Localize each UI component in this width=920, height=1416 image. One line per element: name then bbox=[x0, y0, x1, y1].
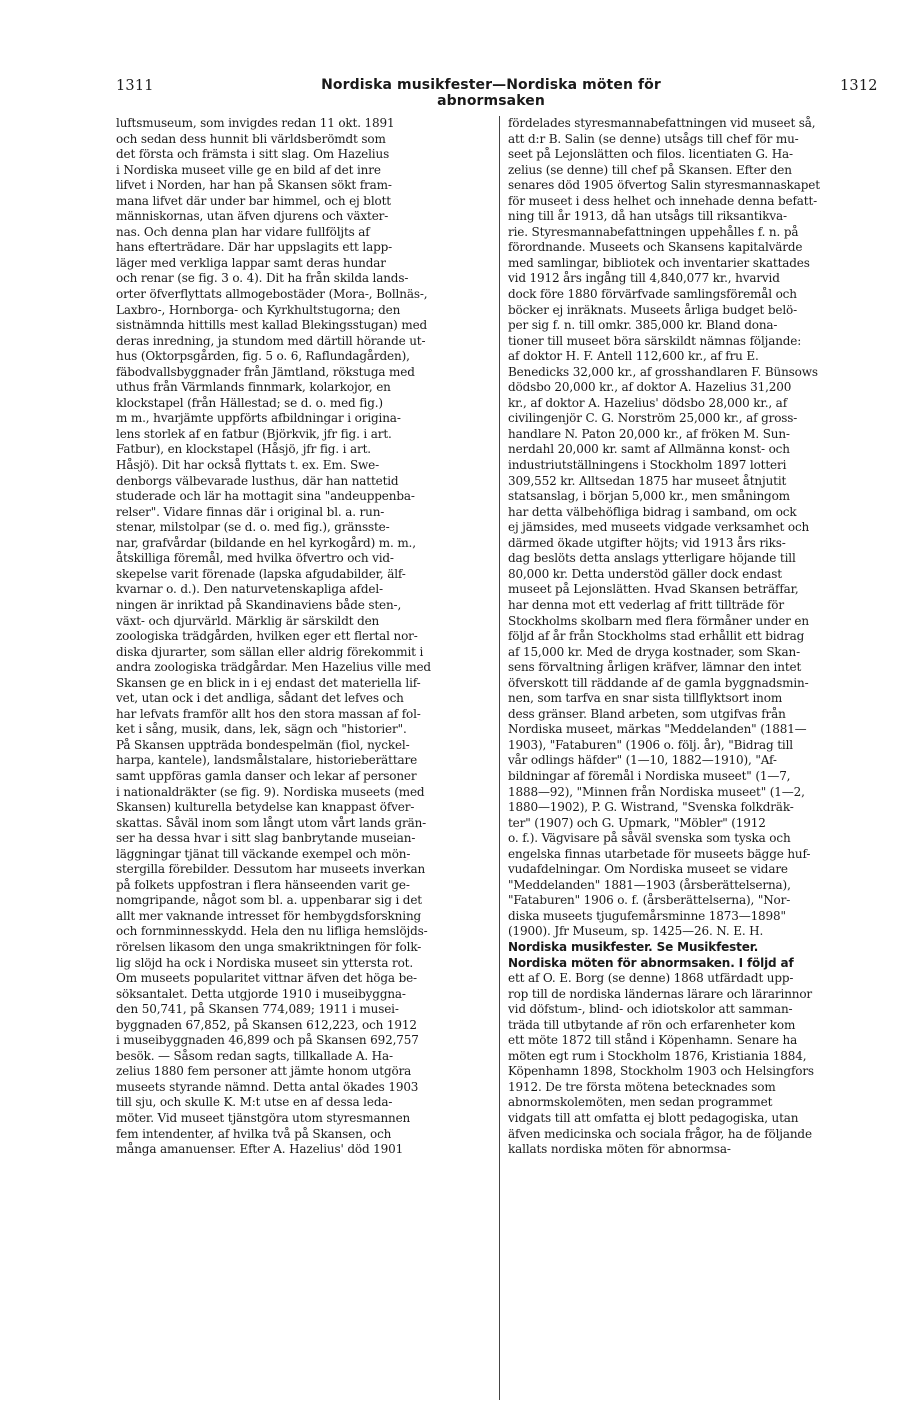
left-column-line: vet, utan ock i det andliga, sådant det lefves och bbox=[116, 691, 404, 706]
left-column-line: byggnaden 67,852, på Skansen 612,223, och 1912 bbox=[116, 1017, 417, 1032]
right-column-line: ning till år 1913, då han utsågs till riksantikva- bbox=[508, 209, 787, 224]
left-column-line: åtskilliga föremål, med hvilka öfvertro och vid- bbox=[116, 551, 394, 566]
left-column-line: zoologiska trädgården, hvilken eger ett flertal nor- bbox=[116, 629, 418, 644]
right-page-number: 1312 bbox=[840, 78, 878, 94]
right-column-line: nerdahl 20,000 kr. samt af Allmänna konst- och bbox=[508, 442, 790, 457]
right-column-line: ter" (1907) och G. Upmark, "Möbler" (1912 bbox=[508, 815, 766, 830]
right-column-line: per sig f. n. till omkr. 385,000 kr. Bland dona- bbox=[508, 318, 778, 333]
left-column-line: Skansen ge en blick in i ej endast det materiella lif- bbox=[116, 675, 421, 690]
left-column-line: fäbodvallsbyggnader från Jämtland, rökstuga med bbox=[116, 364, 415, 379]
left-column-line: möter. Vid museet tjänstgöra utom styresmannen bbox=[116, 1111, 411, 1125]
right-column-line: kr., af doktor A. Hazelius' dödsbo 28,000 kr., af bbox=[508, 395, 787, 410]
right-column-line: rie. Styresmannabefattningen uppehålles f. n. på bbox=[508, 224, 799, 239]
left-column-line: Laxbro-, Hornborga- och Kyrkhultstugorna; den bbox=[116, 302, 401, 317]
right-column-line: "Meddelanden" 1881—1903 (årsberättelserna), bbox=[508, 877, 791, 892]
right-column-line: fördelades styresmannabefattningen vid museet så, bbox=[508, 116, 816, 130]
left-column-line: hans efterträdare. Där har uppslagits ett lapp- bbox=[116, 240, 393, 255]
left-column-line: hus (Oktorpsgården, fig. 5 o. 6, Raflundagården), bbox=[116, 349, 410, 364]
right-column-line: 1888—92), "Minnen från Nordiska museet" (1—2, bbox=[508, 784, 805, 799]
left-column-line: Fatbur), en klockstapel (Håsjö, jfr fig. i art. bbox=[116, 442, 371, 457]
left-column-line: fem intendenter, af hvilka två på Skansen, och bbox=[116, 1126, 392, 1141]
right-column-line: af 15,000 kr. Med de dryga kostnader, som Skan- bbox=[508, 644, 801, 659]
left-column-line: lifvet i Norden, har han på Skansen sökt fram- bbox=[116, 178, 392, 193]
left-column-line: stenar, milstolpar (se d. o. med fig.), gränsste- bbox=[116, 520, 390, 535]
right-column-line: dess gränser. Bland arbeten, som utgifvas från bbox=[508, 706, 786, 721]
right-column-line: seet på Lejonslätten och filos. licentiaten G. Ha- bbox=[508, 147, 793, 162]
right-column-line: följd af år från Stockholms stad erhållit ett bidrag bbox=[508, 629, 805, 644]
right-column-line: 1903), "Fataburen" (1906 o. följ. år), "Bidrag till bbox=[508, 737, 793, 752]
right-column-line: Stockholms skolbarn med flera förmåner under en bbox=[508, 613, 809, 628]
right-column-line: "Fataburen" 1906 o. f. (årsberättelserna), "Nor- bbox=[508, 893, 791, 908]
left-column-line: läggningar tjänat till väckande exempel och mön- bbox=[116, 846, 411, 861]
left-column-line: Om museets popularitet vittnar äfven det höga be- bbox=[116, 971, 417, 986]
right-column-line: industriutställningens i Stockholm 1897 lotteri bbox=[508, 458, 787, 473]
left-column-line: kvarnar o. d.). Den naturvetenskapliga afdel- bbox=[116, 582, 383, 597]
left-column-line: andra zoologiska trädgårdar. Men Hazelius ville med bbox=[116, 660, 431, 675]
right-column-line: ej jämsides, med museets vidgade verksamhet och bbox=[508, 520, 810, 535]
right-column-line: Nordiska musikfester. Se Musikfester. bbox=[508, 939, 759, 954]
left-column-line: diska djurarter, som sällan eller aldrig förekommit i bbox=[116, 644, 424, 659]
left-column-line: den 50,741, på Skansen 774,089; 1911 i musei- bbox=[116, 1002, 399, 1017]
column-divider bbox=[499, 116, 500, 1400]
left-column-line: samt uppföras gamla danser och lekar af personer bbox=[116, 768, 417, 783]
left-column-line: skepelse varit förenade (lapska afgudabilder, älf- bbox=[116, 566, 406, 581]
right-column-line: bildningar af föremål i Nordiska museet" (1—7, bbox=[508, 768, 791, 783]
right-column-line: handlare N. Paton 20,000 kr., af fröken M. Sun- bbox=[508, 426, 790, 441]
left-column-line: söksantalet. Detta utgjorde 1910 i museibyggna- bbox=[116, 986, 406, 1001]
right-column-line: har detta välbehöfliga bidrag i samband, om ock bbox=[508, 504, 797, 519]
right-column-line: Köpenhamn 1898, Stockholm 1903 och Helsingfors bbox=[508, 1064, 814, 1079]
left-column-line: till sju, och skulle K. M:t utse en af dessa leda- bbox=[116, 1095, 393, 1110]
right-column-line: 1880—1902), P. G. Wistrand, "Svenska folkdräk- bbox=[508, 800, 794, 815]
right-column-line: Nordiska möten för abnormsaken. I följd af bbox=[508, 955, 794, 970]
left-column-line: harpa, kantele), landsmålstalare, historieberättare bbox=[116, 753, 418, 768]
left-column-line: ningen är inriktad på Skandinaviens både sten-, bbox=[116, 597, 402, 612]
left-column-line: har lefvats framför allt hos den stora massan af fol- bbox=[116, 706, 421, 721]
right-column-line: vidgats till att omfatta ej blott pedagogiska, utan bbox=[508, 1111, 799, 1125]
right-column-line: sens förvaltning årligen kräfver, lämnar den intet bbox=[508, 660, 802, 675]
right-column-line: 80,000 kr. Detta understöd gäller dock endast bbox=[508, 566, 782, 581]
left-column-line: nomgripande, något som bl. a. uppenbarar sig i det bbox=[116, 893, 422, 908]
left-column-line: allt mer vaknande intresset för hembygdsforskning bbox=[116, 908, 422, 923]
left-column-line: nar, grafvårdar (bildande en hel kyrkogård) m. m., bbox=[116, 535, 416, 550]
right-column-line: diska museets tjugufemårsminne 1873—1898" bbox=[508, 908, 786, 923]
right-column-line: engelska finnas utarbetade för museets bägge huf- bbox=[508, 846, 811, 861]
right-column-line: ett af O. E. Borg (se denne) 1868 utfärdadt upp- bbox=[508, 971, 794, 986]
right-column-line: Nordiska museet, märkas "Meddelanden" (1881— bbox=[508, 722, 807, 737]
right-column-line: 1912. De tre första mötena betecknades som bbox=[508, 1079, 776, 1094]
right-column-line: museet på Lejonslätten. Hvad Skansen beträffar, bbox=[508, 582, 799, 597]
right-column-line: med samlingar, bibliotek och inventarier skattades bbox=[508, 255, 810, 270]
left-column-line: skattas. Såväl inom som långt utom vårt lands grän- bbox=[116, 815, 427, 830]
right-column-line: af doktor H. F. Antell 112,600 kr., af fru E. bbox=[508, 349, 759, 364]
left-column-line: i Nordiska museet ville ge en bild af det inre bbox=[116, 162, 381, 177]
right-column-line: dag beslöts detta anslags ytterligare höjande till bbox=[508, 551, 796, 566]
right-column-line: rop till de nordiska ländernas lärare och lärarinnor bbox=[508, 986, 813, 1001]
left-column-line: i nationaldräkter (se fig. 9). Nordiska museets (med bbox=[116, 784, 425, 799]
left-column-line: i museibyggnaden 46,899 och på Skansen 692,757 bbox=[116, 1033, 419, 1048]
right-column-line: har denna mot ett vederlag af fritt tillträde för bbox=[508, 597, 784, 612]
left-column-line: deras inredning, ja stundom med därtill hörande ut- bbox=[116, 333, 426, 348]
left-column-line: lens storlek af en fatbur (Björkvik, jfr fig. i art. bbox=[116, 426, 392, 441]
left-column-line: ket i sång, musik, dans, lek, sägn och "historier". bbox=[116, 722, 407, 737]
right-column-line: att d:r B. Salin (se denne) utsågs till chef för mu- bbox=[508, 131, 799, 146]
left-column-line: På Skansen uppträda bondespelmän (fiol, nyckel- bbox=[116, 737, 410, 752]
right-column-line: möten egt rum i Stockholm 1876, Kristiania 1884, bbox=[508, 1048, 807, 1063]
right-column bbox=[508, 116, 886, 1416]
left-column-line: Håsjö). Dit har också flyttats t. ex. Em. Swe- bbox=[116, 458, 380, 473]
right-column-line: för museet i dess helhet och innehade denna befatt- bbox=[508, 193, 818, 208]
right-column-line: (1900). Jfr Museum, sp. 1425—26. N. E. H. bbox=[508, 924, 764, 939]
right-column-line: civilingenjör C. G. Norström 25,000 kr., af gross- bbox=[508, 411, 798, 426]
left-column-line: människornas, utan äfven djurens och växter- bbox=[116, 209, 389, 224]
left-column-line: lig slöjd ha ock i Nordiska museet sin yttersta rot. bbox=[116, 955, 414, 970]
right-column-line: dock före 1880 förvärfvade samlingsföremål och bbox=[508, 287, 797, 302]
left-column-line: växt- och djurvärld. Märklig är särskildt den bbox=[116, 613, 380, 628]
left-column-line: denborgs välbevarade lusthus, där han nattetid bbox=[116, 473, 399, 488]
right-column-line: träda till utbytande af rön och erfarenheter kom bbox=[508, 1017, 796, 1032]
right-column-line: vid döfstum-, blind- och idiotskolor att samman- bbox=[508, 1002, 793, 1017]
right-column-line: nen, som tarfva en snar sista tillflyktsort inom bbox=[508, 691, 783, 706]
left-column-line: sistnämnda hittills mest kallad Blekingsstugan) med bbox=[116, 318, 428, 333]
left-column-line: det första och främsta i sitt slag. Om Hazelius bbox=[116, 147, 390, 162]
left-column-line: och sedan dess hunnit bli världsberömdt som bbox=[116, 131, 386, 146]
left-page-number: 1311 bbox=[116, 78, 154, 94]
left-column-line: rörelsen likasom den unga smakriktningen för folk- bbox=[116, 939, 422, 954]
right-column-line: därmed ökade utgifter höjts; vid 1913 års riks- bbox=[508, 535, 786, 550]
right-column-line: 309,552 kr. Alltsedan 1875 har museet åtnjutit bbox=[508, 473, 787, 488]
right-column-line: statsanslag, i början 5,000 kr., men småningom bbox=[508, 489, 790, 504]
left-column-line: och renar (se fig. 3 o. 4). Dit ha från skilda lands- bbox=[116, 271, 409, 286]
left-column-line: mana lifvet där under bar himmel, och ej blott bbox=[116, 193, 391, 208]
right-column-line: senares död 1905 öfvertog Salin styresmannaskapet bbox=[508, 178, 820, 193]
right-column-line: ett möte 1872 till stånd i Köpenhamn. Senare ha bbox=[508, 1033, 798, 1048]
right-column-line: kallats nordiska möten för abnormsa- bbox=[508, 1142, 731, 1157]
right-column-line: öfverskott till räddande af de gamla byggnadsmin- bbox=[508, 675, 809, 690]
right-column-line: tioner till museet böra särskildt nämnas följande: bbox=[508, 333, 802, 348]
left-column-line: läger med verkliga lappar samt deras hundar bbox=[116, 255, 386, 270]
left-column-line: studerade och lär ha mottagit sina "andeuppenba- bbox=[116, 489, 415, 504]
right-column-line: böcker ej inräknats. Museets årliga budget belö- bbox=[508, 302, 798, 317]
left-column-line: uthus från Värmlands finnmark, kolarkojor, en bbox=[116, 380, 391, 395]
right-column-line: vid 1912 års ingång till 4,840,077 kr., hvarvid bbox=[508, 271, 780, 286]
left-column-line: på folkets uppfostran i flera hänseenden varit ge- bbox=[116, 877, 410, 892]
left-column-line: orter öfverflyttats allmogebostäder (Mora-, Bollnäs-, bbox=[116, 287, 428, 302]
right-column-line: förordnande. Museets och Skansens kapitalvärde bbox=[508, 240, 803, 255]
right-column-line: dödsbo 20,000 kr., af doktor A. Hazelius 31,200 bbox=[508, 380, 792, 395]
left-column bbox=[116, 116, 492, 1416]
left-column-line: ser ha dessa hvar i sitt slag banbrytande museian- bbox=[116, 831, 416, 846]
left-column-line: stergilla förebilder. Dessutom har museets inverkan bbox=[116, 862, 426, 877]
right-column-line: vudafdelningar. Om Nordiska museet se vidare bbox=[508, 862, 788, 877]
running-title: Nordiska musikfester—Nordiska möten för abnormsaken bbox=[321, 77, 661, 109]
left-column-line: och fornminnesskydd. Hela den nu lifliga hemslöjds- bbox=[116, 924, 428, 939]
left-column-line: besök. — Såsom redan sagts, tillkallade A. Ha- bbox=[116, 1048, 393, 1063]
left-column-line: museets styrande nämnd. Detta antal ökades 1903 bbox=[116, 1079, 419, 1094]
left-column-line: relser". Vidare finnas där i original bl. a. run- bbox=[116, 504, 385, 519]
left-column-line: luftsmuseum, som invigdes redan 11 okt. 1891 bbox=[116, 116, 395, 130]
left-column-line: m m., hvarjämte uppförts afbildningar i origina- bbox=[116, 411, 401, 426]
right-column-line: zelius (se denne) till chef på Skansen. Efter den bbox=[508, 162, 792, 177]
left-column-line: nas. Och denna plan har vidare fullföljts af bbox=[116, 224, 370, 239]
right-column-line: abnormskolemöten, men sedan programmet bbox=[508, 1095, 773, 1110]
right-column-line: äfven medicinska och sociala frågor, ha de följande bbox=[508, 1126, 812, 1141]
right-column-line: Benedicks 32,000 kr., af grosshandlaren F. Bünsows bbox=[508, 364, 818, 379]
right-column-line: o. f.). Vägvisare på såväl svenska som tyska och bbox=[508, 831, 791, 846]
left-column-line: Skansen) kulturella betydelse kan knappast öfver- bbox=[116, 800, 415, 815]
right-column-line: vår odlings häfder" (1—10, 1882—1910), "Af- bbox=[508, 753, 777, 768]
page-header bbox=[0, 77, 920, 109]
left-column-line: zelius 1880 fem personer att jämte honom utgöra bbox=[116, 1064, 412, 1079]
left-column-line: många amanuenser. Efter A. Hazelius' död 1901 bbox=[116, 1142, 404, 1157]
left-column-line: klockstapel (från Hällestad; se d. o. med fig.) bbox=[116, 395, 383, 410]
